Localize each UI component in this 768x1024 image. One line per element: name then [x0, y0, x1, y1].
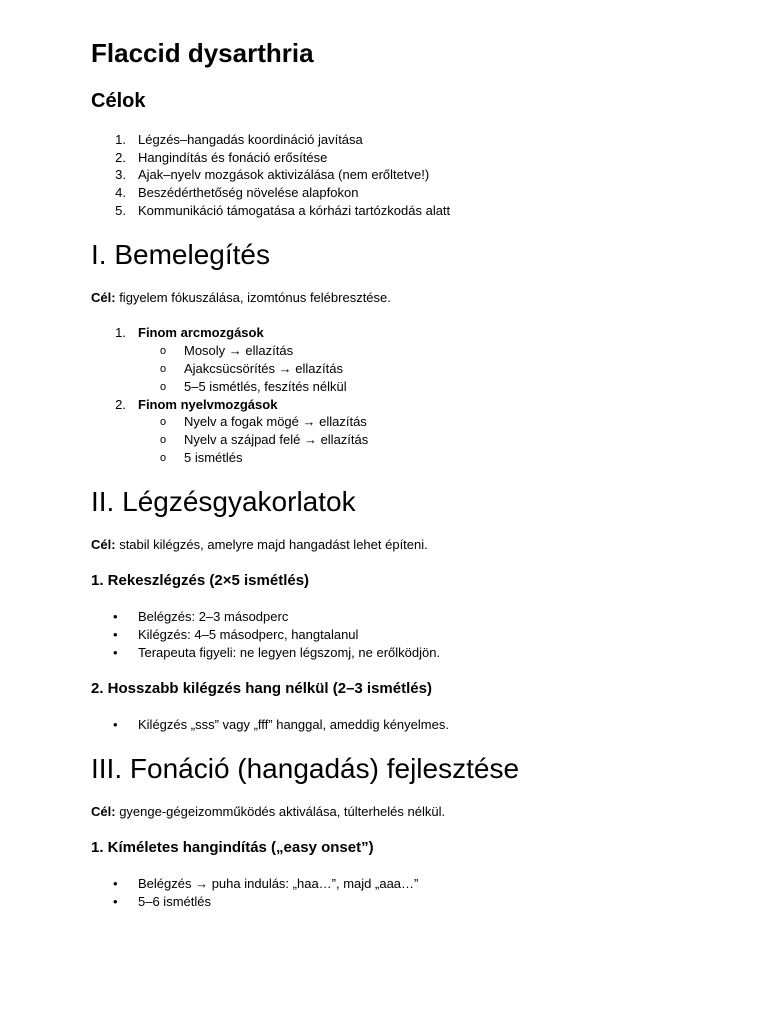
subsection-heading: 1. Kíméletes hangindítás („easy onset”) — [91, 839, 374, 856]
list-item: Hangindítás és fonáció erősítése — [138, 150, 328, 165]
goal-text: stabil kilégzés, amelyre majd hangadást lehet építeni. — [119, 537, 428, 552]
sub-bullet: o — [160, 381, 167, 393]
bullet: • — [113, 609, 118, 624]
sub-bullet: o — [160, 434, 167, 446]
sub-list-item: 5–5 ismétlés, feszítés nélkül — [184, 379, 347, 394]
section-goal — [91, 289, 391, 307]
subsection-heading: 2. Hosszabb kilégzés hang nélkül (2–3 ismétlés) — [91, 680, 432, 697]
sub-bullet: o — [160, 363, 167, 375]
bullet: • — [113, 894, 118, 909]
bullet: • — [113, 717, 118, 732]
list-item: Terapeuta figyeli: ne legyen légszomj, ne erőlködjön. — [138, 645, 441, 660]
list-item: Ajak–nyelv mozgások aktivizálása (nem erőltetve!) — [138, 167, 430, 182]
sub-list-item: 5 ismétlés — [184, 450, 243, 465]
list-number: 1. — [115, 132, 126, 147]
list-item: Kommunikáció támogatása a kórházi tartózkodás alatt — [138, 203, 451, 218]
sub-list-item: Ajakcsücsörítés → ellazítás — [184, 361, 343, 376]
sub-bullet: o — [160, 452, 167, 464]
list-number: 5. — [115, 203, 126, 218]
list-number: 2. — [115, 397, 126, 412]
bullet: • — [113, 627, 118, 642]
goal-text: figyelem fókuszálása, izomtónus felébresztése. — [119, 290, 391, 305]
section-heading-phonation: III. Fonáció (hangadás) fejlesztése — [91, 753, 520, 784]
section-heading-breathing: II. Légzésgyakorlatok — [91, 486, 356, 517]
list-item: Belégzés → puha indulás: „haa…”, majd „aaa…” — [138, 876, 419, 891]
goal-label: Cél: — [91, 804, 116, 819]
list-item-title: Finom nyelvmozgások — [138, 397, 278, 412]
list-item: Beszédérthetőség növelése alapfokon — [138, 185, 359, 200]
bullet: • — [113, 876, 118, 891]
goal-label: Cél: — [91, 290, 116, 305]
list-item: 5–6 ismétlés — [138, 894, 211, 909]
bullet: • — [113, 645, 118, 660]
list-number: 4. — [115, 185, 126, 200]
sub-bullet: o — [160, 345, 167, 357]
list-item: Légzés–hangadás koordináció javítása — [138, 132, 363, 147]
list-number: 1. — [115, 325, 126, 340]
section-goal — [91, 803, 445, 821]
goal-label: Cél: — [91, 537, 116, 552]
document-title: Flaccid dysarthria — [91, 38, 314, 68]
subsection-heading: 1. Rekeszlégzés (2×5 ismétlés) — [91, 572, 310, 589]
list-item: Belégzés: 2–3 másodperc — [138, 609, 289, 624]
list-item: Kilégzés: 4–5 másodperc, hangtalanul — [138, 627, 359, 642]
list-number: 3. — [115, 167, 126, 182]
goal-text: gyenge-gégeizomműködés aktiválása, túlterhelés nélkül. — [119, 804, 446, 819]
section-goal — [91, 536, 428, 554]
goals-heading: Célok — [91, 90, 146, 112]
sub-list-item: Nyelv a fogak mögé → ellazítás — [184, 414, 367, 429]
list-item-title: Finom arcmozgások — [138, 325, 264, 340]
list-item: Kilégzés „sss” vagy „fff” hanggal, ameddig kényelmes. — [138, 717, 449, 732]
sub-list-item: Mosoly → ellazítás — [184, 343, 294, 358]
sub-list-item: Nyelv a szájpad felé → ellazítás — [184, 432, 369, 447]
section-heading-warmup: I. Bemelegítés — [91, 239, 270, 270]
sub-bullet: o — [160, 416, 167, 428]
list-number: 2. — [115, 150, 126, 165]
